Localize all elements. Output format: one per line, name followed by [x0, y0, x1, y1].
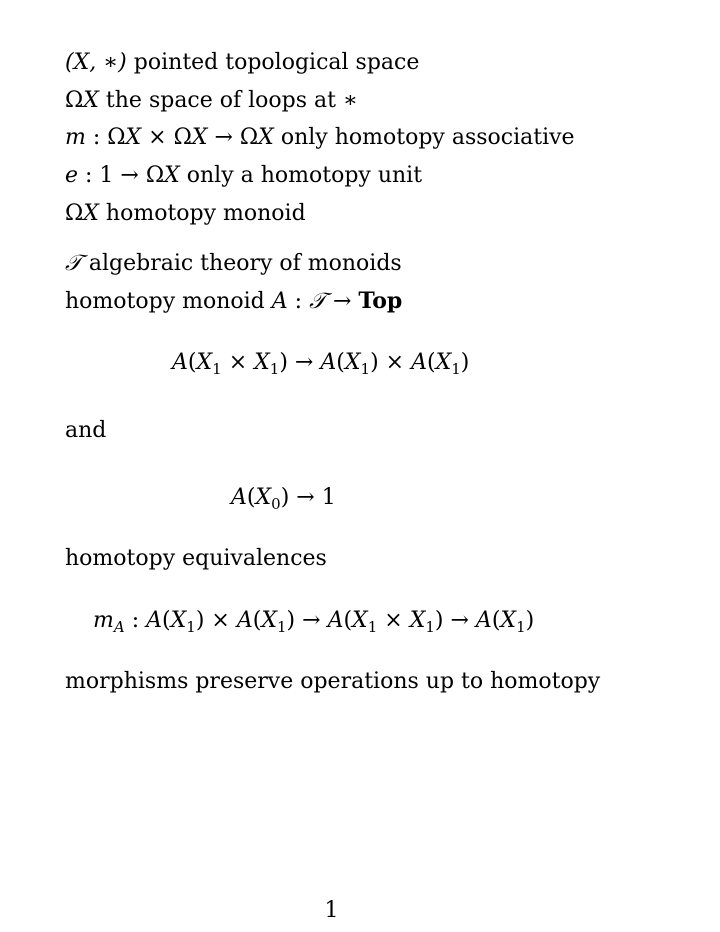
math-loop-space: ΩX [65, 88, 99, 113]
math-pointed-space: (X, ∗) [65, 50, 127, 75]
text-loop-space: the space of loops at ∗ [105, 88, 358, 113]
display-equation-product: $A(X_1 \times X_1) \to A(X_1) \times A(X_1)$ [172, 350, 470, 378]
line-homotopy-monoid-functor [65, 290, 402, 313]
text-multiplication: only homotopy associative [280, 125, 575, 150]
line-homotopy-equivalences [65, 548, 327, 570]
page-number: 1 [324, 898, 339, 923]
math-unit: e : 1 → ΩX [65, 163, 180, 188]
line-pointed-space [65, 52, 419, 74]
text-top-category: Top [358, 288, 403, 314]
line-loop-space [65, 90, 358, 112]
line-morphisms [65, 671, 600, 693]
text-homotopy-monoid-functor: homotopy monoid [65, 289, 265, 314]
line-homotopy-monoid [65, 203, 306, 225]
text-morphisms: morphisms preserve operations up to homotopy [65, 669, 601, 694]
display-equation-multiplication: $m_A$ : $A(X_1) \times A(X_1) \to A(X_1 \times X_1) \to A(X_1)$ [93, 608, 535, 636]
text-homotopy-equivalences: homotopy equivalences [65, 546, 327, 571]
text-pointed-space: pointed topological space [133, 50, 420, 75]
line-multiplication [65, 127, 575, 149]
text-homotopy-monoid: homotopy monoid [105, 201, 306, 226]
math-homotopy-monoid: ΩX [65, 201, 99, 226]
display-equation-terminal: $A(X_0) \to 1$ [231, 485, 336, 513]
math-multiplication: m : ΩX × ΩX → ΩX [65, 125, 274, 150]
text-and: and [65, 418, 107, 443]
text-unit: only a homotopy unit [186, 163, 423, 188]
text-algebraic-theory: algebraic theory of monoids [88, 251, 402, 276]
line-algebraic-theory [65, 253, 402, 275]
math-functor: A : 𝒯 → [271, 289, 352, 314]
line-unit [65, 165, 422, 187]
line-and [65, 420, 106, 442]
math-theory-T: 𝒯 [65, 251, 82, 276]
